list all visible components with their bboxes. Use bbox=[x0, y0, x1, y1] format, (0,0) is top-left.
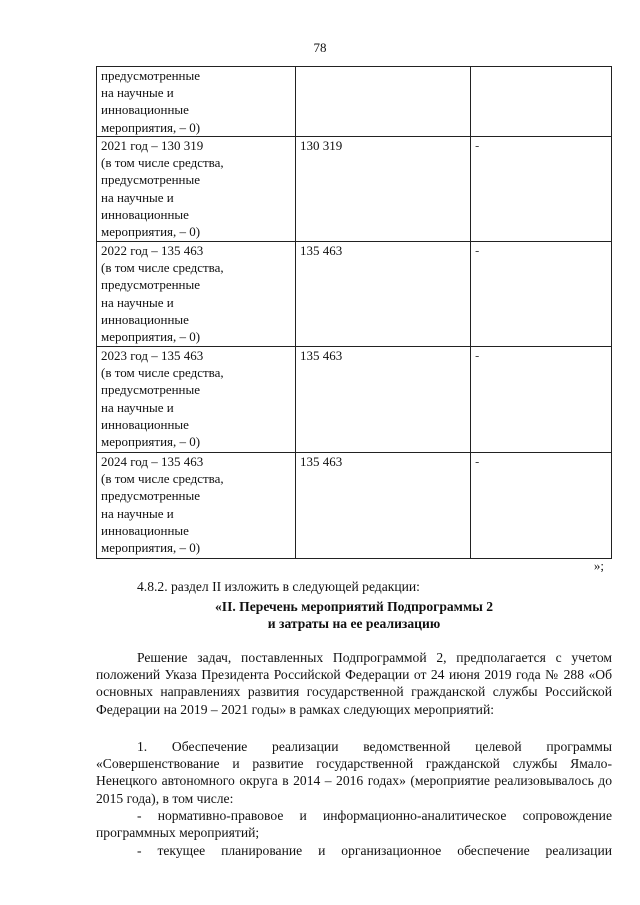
table-cell-year: 2023 год – 135 463 (в том числе средства, предусмотренные на научные и инновационные мероприятия, – 0) bbox=[97, 347, 296, 453]
instruction-text: 4.8.2. раздел II изложить в следующей редакции: bbox=[137, 579, 420, 594]
table-cell-note bbox=[471, 347, 612, 453]
table-cell-year: 2024 год – 135 463 (в том числе средства, предусмотренные на научные и инновационные мероприятия, – 0) bbox=[97, 453, 296, 559]
sub-item-text: - нормативно-правовое и информационно-аналитическое сопровождение программных мероприятий; bbox=[96, 808, 612, 841]
table-cell-note bbox=[471, 242, 612, 347]
section-heading-line-2: и затраты на ее реализацию bbox=[267, 616, 441, 631]
table-row bbox=[97, 137, 612, 242]
table-cell-amount: 135 463 bbox=[296, 242, 471, 347]
table-row bbox=[97, 453, 612, 559]
table-cell-note bbox=[471, 137, 612, 242]
table-cell-year: 2022 год – 135 463 (в том числе средства, предусмотренные на научные и инновационные мероприятия, – 0) bbox=[97, 242, 296, 347]
funding-table bbox=[96, 66, 612, 559]
list-item-1 bbox=[96, 738, 612, 807]
table-cell-amount: 135 463 bbox=[296, 347, 471, 453]
dash-mark: - bbox=[475, 455, 480, 469]
section-instruction bbox=[96, 578, 612, 595]
list-item-text: 1. Обеспечение реализации ведомственной целевой программы «Совершенствование и развитие государственной гражданской службы Ямало-Ненецкого автономного округа в 2014 – 2016 годах» (мероприятие реализовывалось до 2015 года), в том числе: bbox=[96, 739, 612, 806]
dash-mark: - bbox=[475, 349, 480, 363]
table-cell-amount: 135 463 bbox=[296, 453, 471, 559]
table-row bbox=[97, 242, 612, 347]
paragraph-text: Решение задач, поставленных Подпрограммой 2, предполагается с учетом положений Указа Президента Российской Федерации от 24 июня 2019 года № 288 «Об основных направлениях развития государственной гражданской службы Российской Федерации на 2019 – 2021 годы» в рамках следующих мероприятий: bbox=[96, 650, 612, 717]
sub-item-text: - текущее планирование и организационное обеспечение реализации bbox=[137, 843, 612, 858]
table-cell-amount bbox=[296, 67, 471, 137]
dash-mark: - bbox=[475, 139, 480, 153]
sub-item-2 bbox=[96, 842, 612, 859]
paragraph-1 bbox=[96, 649, 612, 718]
section-heading-line-1: «II. Перечень мероприятий Подпрограммы 2 bbox=[214, 599, 494, 614]
dash-mark: - bbox=[475, 244, 480, 258]
table-cell-amount: 130 319 bbox=[296, 137, 471, 242]
page-number: 78 bbox=[313, 40, 327, 55]
sub-item-1 bbox=[96, 807, 612, 841]
table-cell-year: 2021 год – 130 319 (в том числе средства, предусмотренные на научные и инновационные мероприятия, – 0) bbox=[97, 137, 296, 242]
closing-quote: »; bbox=[593, 558, 604, 573]
table-cell-note bbox=[471, 67, 612, 137]
table-row bbox=[97, 67, 612, 137]
table-cell-note bbox=[471, 453, 612, 559]
table-row bbox=[97, 347, 612, 453]
table-cell-year: предусмотренные на научные и инновационные мероприятия, – 0) bbox=[97, 67, 296, 137]
